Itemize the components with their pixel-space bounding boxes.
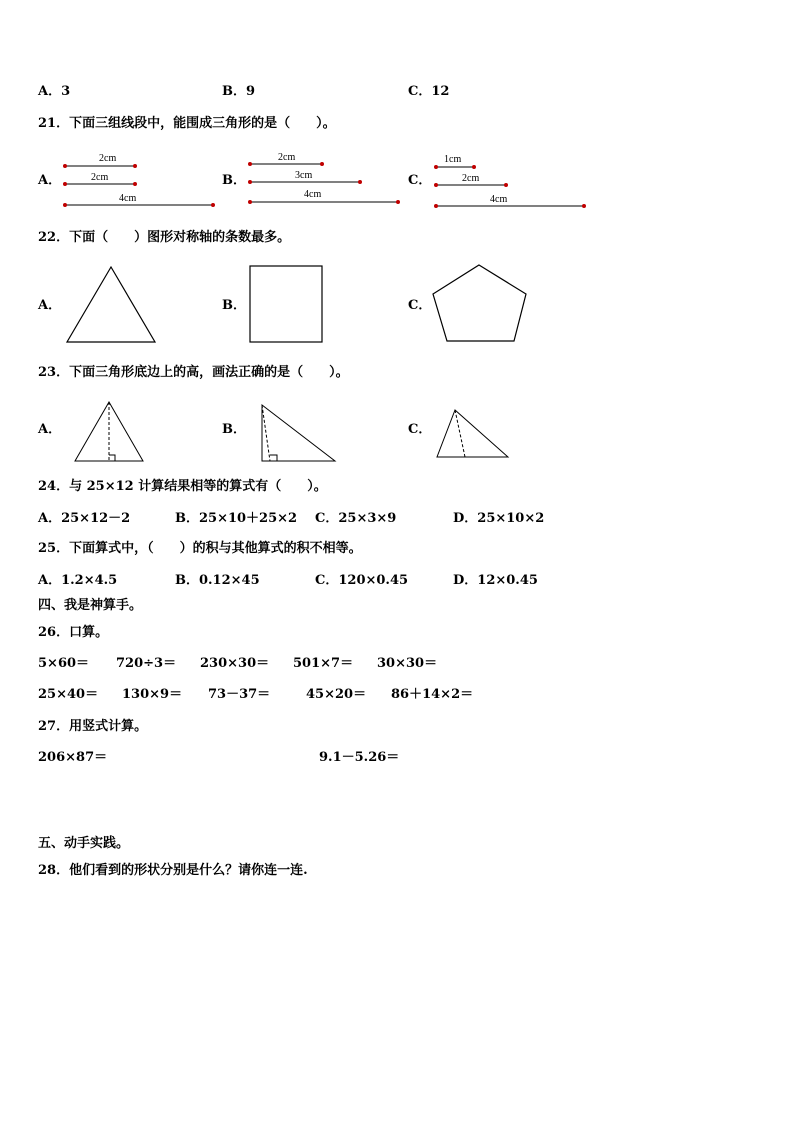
q21-option-b-segments: [240, 148, 410, 212]
q28-question: 28．他们看到的形状分别是什么？请你连一连.: [38, 863, 308, 878]
q21-b-seg2-label: 3cm: [295, 170, 313, 181]
q24-option-c: C．25×3×9: [315, 511, 397, 526]
section-4-heading: 四、我是神算手。: [38, 598, 143, 613]
q27-question: 27．用竖式计算。: [38, 719, 148, 734]
q26-question: 26．口算。: [38, 625, 109, 640]
q22-pentagon-shape: [425, 260, 531, 346]
q27-item1: 206×87＝: [38, 750, 108, 765]
q21-c-seg3-label: 4cm: [490, 194, 508, 205]
q26-r2-item5: 86＋14×2＝: [391, 687, 474, 702]
q21-a-seg1-label: 2cm: [99, 153, 117, 164]
q24-option-d: D．25×10×2: [453, 511, 545, 526]
q21-option-b-label: B．: [222, 173, 246, 188]
q24-option-a: A．25×12－2: [38, 511, 131, 526]
q26-r2-item3: 73－37＝: [208, 687, 271, 702]
q21-a-seg3-label: 4cm: [119, 193, 137, 204]
q22-triangle-shape: [60, 262, 164, 346]
q21-c-seg1-label: 1cm: [444, 154, 462, 165]
q26-r2-item4: 45×20＝: [306, 687, 367, 702]
q21-option-a-label: A．: [38, 173, 62, 188]
q21-question: 21．下面三组线段中，能围成三角形的是（ ）。: [38, 116, 336, 131]
q21-option-a-segments: [55, 150, 225, 212]
q23-option-c-label: C．: [408, 422, 432, 437]
section-5-heading: 五、动手实践。: [38, 836, 130, 851]
q24-question: 24．与 25×12 计算结果相等的算式有（ ）。: [38, 479, 327, 494]
q23-triangle-c: [430, 405, 514, 463]
q25-option-d: D．12×0.45: [453, 573, 538, 588]
q27-item2: 9.1－5.26＝: [319, 750, 400, 765]
q23-triangle-a: [70, 398, 150, 466]
q25-option-b: B．0.12×45: [175, 573, 260, 588]
q20-option-a: A．3: [38, 84, 71, 99]
q21-c-seg2-label: 2cm: [462, 173, 480, 184]
q21-option-c-segments: [426, 150, 596, 214]
q25-question: 25．下面算式中，（ ）的积与其他算式的积不相等。: [38, 541, 362, 556]
q20-option-b: B．9: [222, 84, 256, 99]
q21-option-c-label: C．: [408, 173, 432, 188]
q26-r1-item4: 501×7＝: [293, 656, 354, 671]
q25-option-c: C．120×0.45: [315, 573, 409, 588]
q22-option-c-label: C．: [408, 298, 432, 313]
q26-r1-item3: 230×30＝: [200, 656, 270, 671]
q21-b-seg3-label: 4cm: [304, 189, 322, 200]
q22-option-a-label: A．: [38, 298, 62, 313]
q25-option-a: A．1.2×4.5: [38, 573, 118, 588]
q21-b-seg1-label: 2cm: [278, 152, 296, 163]
q26-r1-item2: 720÷3＝: [116, 656, 177, 671]
q23-option-b-label: B．: [222, 422, 246, 437]
q21-a-seg2-label: 2cm: [91, 172, 109, 183]
q24-option-b: B．25×10＋25×2: [175, 511, 298, 526]
q26-r1-item1: 5×60＝: [38, 656, 90, 671]
q26-r1-item5: 30×30＝: [377, 656, 438, 671]
q22-option-b-label: B．: [222, 298, 246, 313]
q26-r2-item2: 130×9＝: [122, 687, 183, 702]
q26-r2-item1: 25×40＝: [38, 687, 99, 702]
q20-option-c: C．12: [408, 84, 450, 99]
q23-triangle-b: [255, 400, 341, 466]
q23-question: 23．下面三角形底边上的高，画法正确的是（ ）。: [38, 365, 349, 380]
q22-question: 22．下面（ ）图形对称轴的条数最多。: [38, 230, 291, 245]
q23-option-a-label: A．: [38, 422, 62, 437]
q22-square-shape: [245, 262, 327, 346]
